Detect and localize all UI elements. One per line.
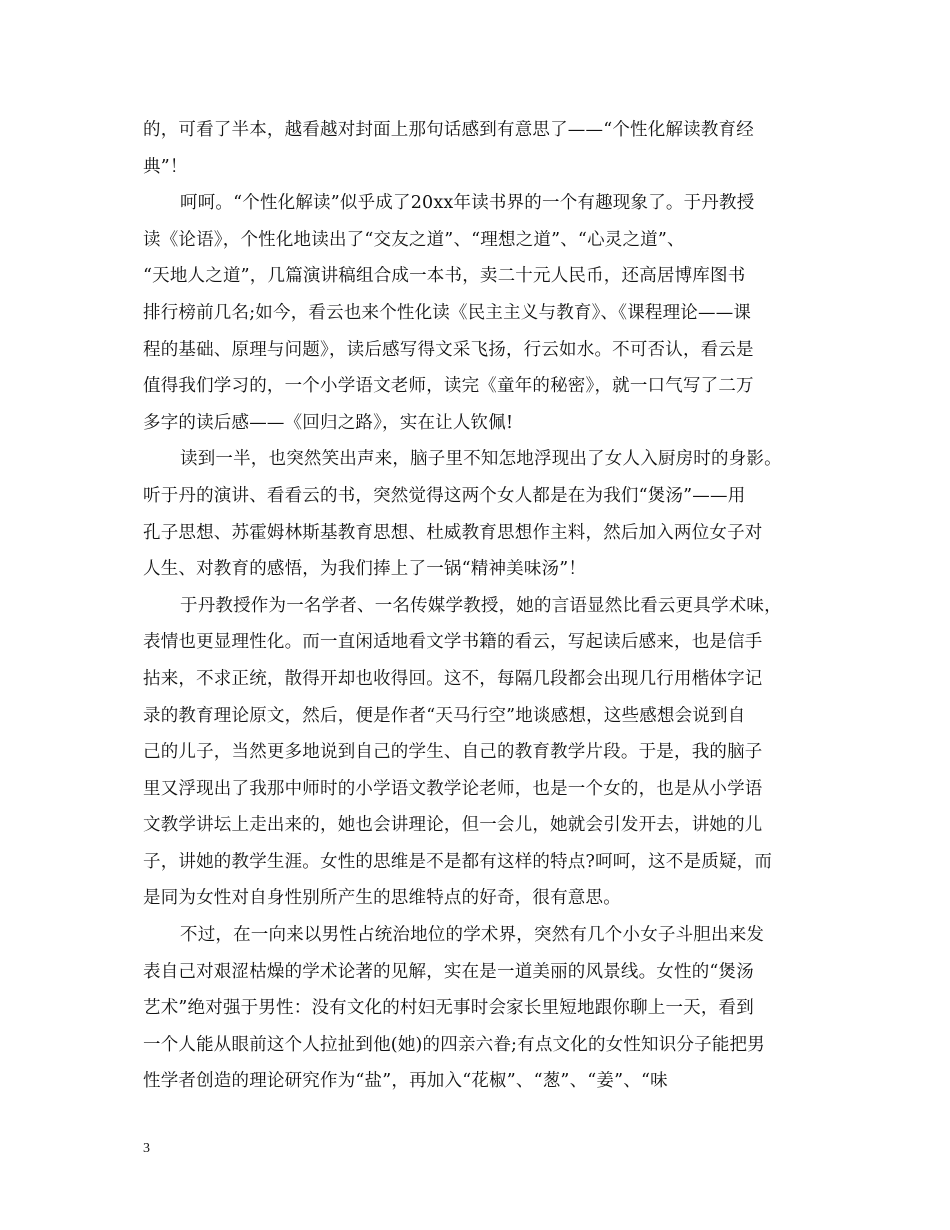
page-number: 3 bbox=[143, 1141, 150, 1156]
text-line: 文教学讲坛上走出来的，她也会讲理论，但一会儿，她就会引发开去，讲她的儿 bbox=[143, 815, 763, 836]
text-line: 孔子思想、苏霍姆林斯基教育思想、杜威教育思想作主料，然后加入两位女子对 bbox=[143, 522, 763, 543]
text-line: 读到一半，也突然笑出声来，脑子里不知怎地浮现出了女人入厨房时的身影。 bbox=[180, 449, 782, 470]
text-line: 值得我们学习的，一个小学语文老师，读完《童年的秘密》，就一口气写了二万 bbox=[143, 376, 754, 397]
text-line: 一个人能从眼前这个人拉扯到他(她)的四亲六眷;有点文化的女性知识分子能把男 bbox=[143, 1034, 765, 1055]
text-line: 的，可看了半本，越看越对封面上那句话感到有意思了——“个性化解读教育经 bbox=[143, 120, 754, 140]
text-line: 人生、对教育的感悟，为我们捧上了一锅“精神美味汤”！ bbox=[143, 559, 587, 580]
text-line: 听于丹的演讲、看看云的书，突然觉得这两个女人都是在为我们“煲汤”——用 bbox=[143, 485, 746, 506]
text-line: 于丹教授作为一名学者、一名传媒学教授，她的言语显然比看云更具学术味， bbox=[180, 595, 782, 616]
text-line: 读《论语》，个性化地读出了“交友之道”、“理想之道”、“心灵之道”、 bbox=[143, 229, 685, 250]
text-line: 艺术”绝对强于男性：没有文化的村妇无事时会家长里短地跟你聊上一天，看到 bbox=[143, 998, 754, 1019]
text-line: 排行榜前几名;如今，看云也来个性化读《民主主义与教育》、《课程理论——课 bbox=[143, 302, 752, 323]
text-line: “天地人之道”，几篇演讲稿组合成一本书，卖二十元人民币，还高居博库图书 bbox=[143, 266, 746, 287]
text-line: 呵呵。“个性化解读”似乎成了20xx年读书界的一个有趣现象了。于丹教授 bbox=[180, 193, 755, 214]
text-line: 子，讲她的教学生涯。女性的思维是不是都有这样的特点?呵呵，这不是质疑，而 bbox=[143, 851, 773, 872]
text-line: 里又浮现出了我那中师时的小学语文教学论老师，也是一个女的，也是从小学语 bbox=[143, 778, 763, 799]
text-line: 表自己对艰涩枯燥的学术论著的见解，实在是一道美丽的风景线。女性的“煲汤 bbox=[143, 961, 754, 982]
text-line: 录的教育理论原文，然后，便是作者“天马行空”地谈感想，这些感想会说到自 bbox=[143, 705, 746, 726]
text-line: 拈来，不求正统，散得开却也收得回。这不，每隔几段都会出现几行用楷体字记 bbox=[143, 668, 763, 689]
text-line: 不过，在一向来以男性占统治地位的学术界，突然有几个小女子斗胆出来发 bbox=[180, 925, 765, 946]
text-line: 程的基础、原理与问题》，读后感写得文采飞扬，行云如水。不可否认，看云是 bbox=[143, 339, 754, 360]
text-line: 己的儿子，当然更多地说到自己的学生、自己的教育教学片段。于是，我的脑子 bbox=[143, 742, 763, 763]
text-line: 是同为女性对自身性别所产生的思维特点的好奇，很有意思。 bbox=[143, 888, 621, 909]
text-line: 性学者创造的理论研究作为“盐”，再加入“花椒”、“葱”、“姜”、“味 bbox=[143, 1071, 668, 1092]
body-text bbox=[143, 112, 808, 1100]
text-line: 典”！ bbox=[143, 156, 188, 177]
text-line: 多字的读后感——《回归之路》，实在让人钦佩! bbox=[143, 412, 514, 433]
text-line: 表情也更显理性化。而一直闲适地看文学书籍的看云，写起读后感来，也是信手 bbox=[143, 632, 763, 653]
